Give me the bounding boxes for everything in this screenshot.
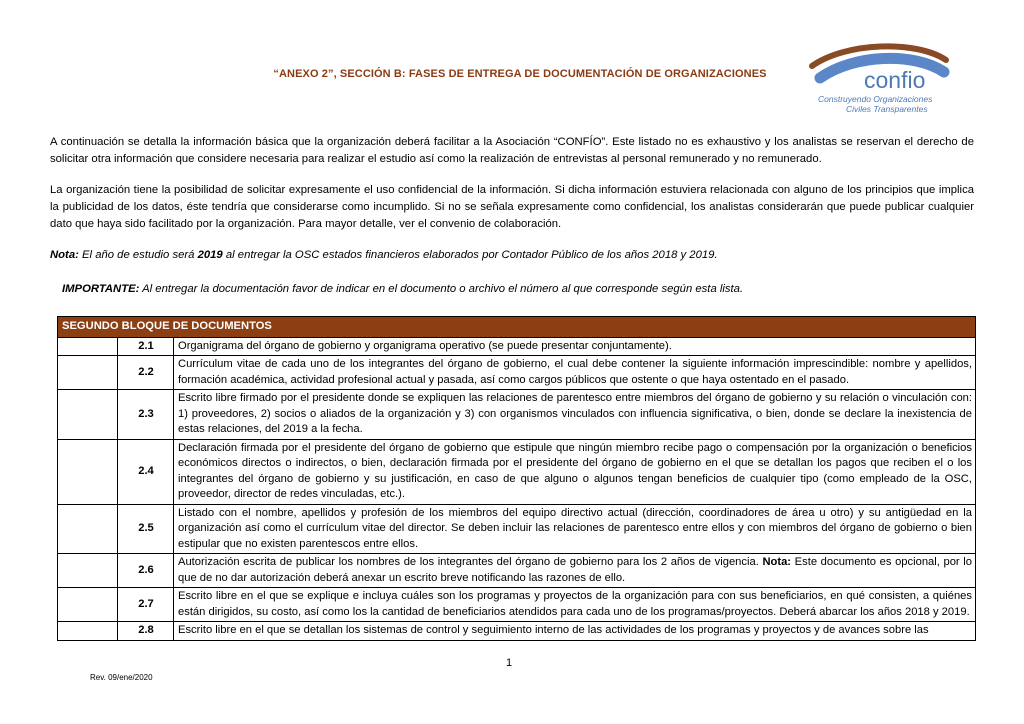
logo-tagline-2: Civiles Transparentes — [846, 104, 928, 114]
important-text: Al entregar la documentación favor de indicar en el documento o archivo el número al que corresponde según esta lista. — [139, 283, 744, 295]
documents-table — [57, 316, 976, 641]
item-number: 2.5 — [118, 504, 174, 554]
logo-wordmark: confio — [864, 67, 926, 93]
item-description: Escrito libre en el que se detallan los sistemas de control y seguimiento interno de las actividades de los programas y proyectos y de avances sobre las — [174, 622, 976, 641]
page-number: 1 — [506, 657, 513, 669]
item-note-label: Nota: — [762, 556, 792, 568]
item-number: 2.4 — [118, 439, 174, 504]
blank-cell — [58, 622, 118, 641]
table-row — [58, 622, 976, 641]
blank-cell — [58, 504, 118, 554]
blank-cell — [58, 390, 118, 440]
item-number: 2.3 — [118, 390, 174, 440]
table-row — [58, 390, 976, 440]
important-note — [62, 283, 743, 295]
study-year-note — [50, 247, 974, 264]
item-text-a: Autorización escrita de publicar los nombres de los integrantes del órgano de gobierno para los 2 años de vigencia. — [178, 556, 763, 568]
item-description: Declaración firmada por el presidente del órgano de gobierno que estipule que ningún miembro recibe pago o compensación por la organización o beneficios económicos directos o indirectos, o bien, declaración firmada por el presidente del órgano de gobierno en el que se detallan los pagos que reciben el o los integrantes del órgano de gobierno y su justificación, en caso de que alguno o algunos tengan beneficios de cualquier tipo (como empleado de la OSC, proveedor, director de redes vinculadas, etc.). — [174, 439, 976, 504]
item-description: Organigrama del órgano de gobierno y organigrama operativo (se puede presentar conjuntamente). — [174, 337, 976, 356]
item-number: 2.2 — [118, 356, 174, 390]
blank-cell — [58, 554, 118, 588]
item-text-b: Este documento es opcional, por lo que de no dar autorización deberá anexar un escrito breve notificando las razones de ello. — [178, 556, 972, 584]
blank-cell — [58, 356, 118, 390]
item-number: 2.6 — [118, 554, 174, 588]
item-description: Currículum vitae de cada uno de los integrantes del órgano de gobierno, el cual debe contener la siguiente información imprescindible: nombre y apellidos, formación académica, actividad profesional actual y pasada, así como cargos públicos que ostente o que haya ostentado en el pasado. — [174, 356, 976, 390]
item-description: Escrito libre firmado por el presidente donde se expliquen las relaciones de parentesco entre miembros del órgano de gobierno y su relación o vinculación con: 1) proveedores, 2) socios o aliados de la organización y 3) con organismos vinculados con influencia significativa, o bien, donde se declare la inexistencia de estas relaciones, del 2019 a la fecha. — [174, 390, 976, 440]
document-title: “ANEXO 2”, SECCIÓN B: FASES DE ENTREGA DE DOCUMENTACIÓN DE ORGANIZACIONES — [273, 68, 767, 80]
item-number: 2.8 — [118, 622, 174, 641]
intro-paragraph: A continuación se detalla la información básica que la organización deberá facilitar a la Asociación “CONFÍO”. Este listado no es exhaustivo y los analistas se reservan el derecho de solicitar otra información que considere necesaria para realizar el estudio así como la realización de entrevistas al personal remunerado y no remunerado. — [50, 136, 974, 165]
note-text-b: al entregar la OSC estados financieros elaborados por Contador Público de los años 2018 y 2019. — [222, 249, 718, 261]
blank-cell — [58, 439, 118, 504]
table-header-row — [58, 317, 976, 338]
important-label: IMPORTANTE: — [62, 283, 140, 295]
table-row — [58, 504, 976, 554]
item-description — [174, 554, 976, 588]
note-text-a: El año de estudio será — [78, 249, 198, 261]
table-row — [58, 439, 976, 504]
confidentiality-paragraph: La organización tiene la posibilidad de solicitar expresamente el uso confidencial de la información. Si dicha información estuviera relacionada con alguno de los principios que implica la publicidad de los datos, éste tendría que considerarse como incumplido. Si no se señala expresamente como confidencial, los analistas considerarán que puede publicar cualquier dato que haya sido facilitado por la organización. Para mayor detalle, ver el convenio de colaboración. — [50, 184, 974, 230]
item-number: 2.7 — [118, 588, 174, 622]
note-year: 2019 — [197, 249, 223, 261]
table-row — [58, 588, 976, 622]
item-number: 2.1 — [118, 337, 174, 356]
blank-cell — [58, 337, 118, 356]
table-row — [58, 554, 976, 588]
item-description: Escrito libre en el que se explique e incluya cuáles son los programas y proyectos de la organización para con sus beneficiarios, en qué consisten, a quiénes están dirigidos, su costo, así como los la cantidad de beneficiarios atendidos para cada uno de los programas/proyectos. Deberá abarcar los años 2018 y 2019. — [174, 588, 976, 622]
item-description: Listado con el nombre, apellidos y profesión de los miembros del equipo directivo actual (dirección, coordinadores de área u otro) y su antigüedad en la organización así como el currículum vitae del director. Se deben incluir las relaciones de parentesco entre ellos y con miembros del órgano de gobierno o bien estipular que no existen parentescos entre ellos. — [174, 504, 976, 554]
confio-logo — [806, 38, 956, 120]
note-label: Nota: — [50, 249, 79, 261]
logo-tagline-1: Construyendo Organizaciones — [818, 94, 933, 104]
table-row — [58, 356, 976, 390]
revision-date: Rev. 09/ene/2020 — [90, 673, 153, 682]
table-row — [58, 337, 976, 356]
table-header: SEGUNDO BLOQUE DE DOCUMENTOS — [58, 317, 976, 338]
blank-cell — [58, 588, 118, 622]
